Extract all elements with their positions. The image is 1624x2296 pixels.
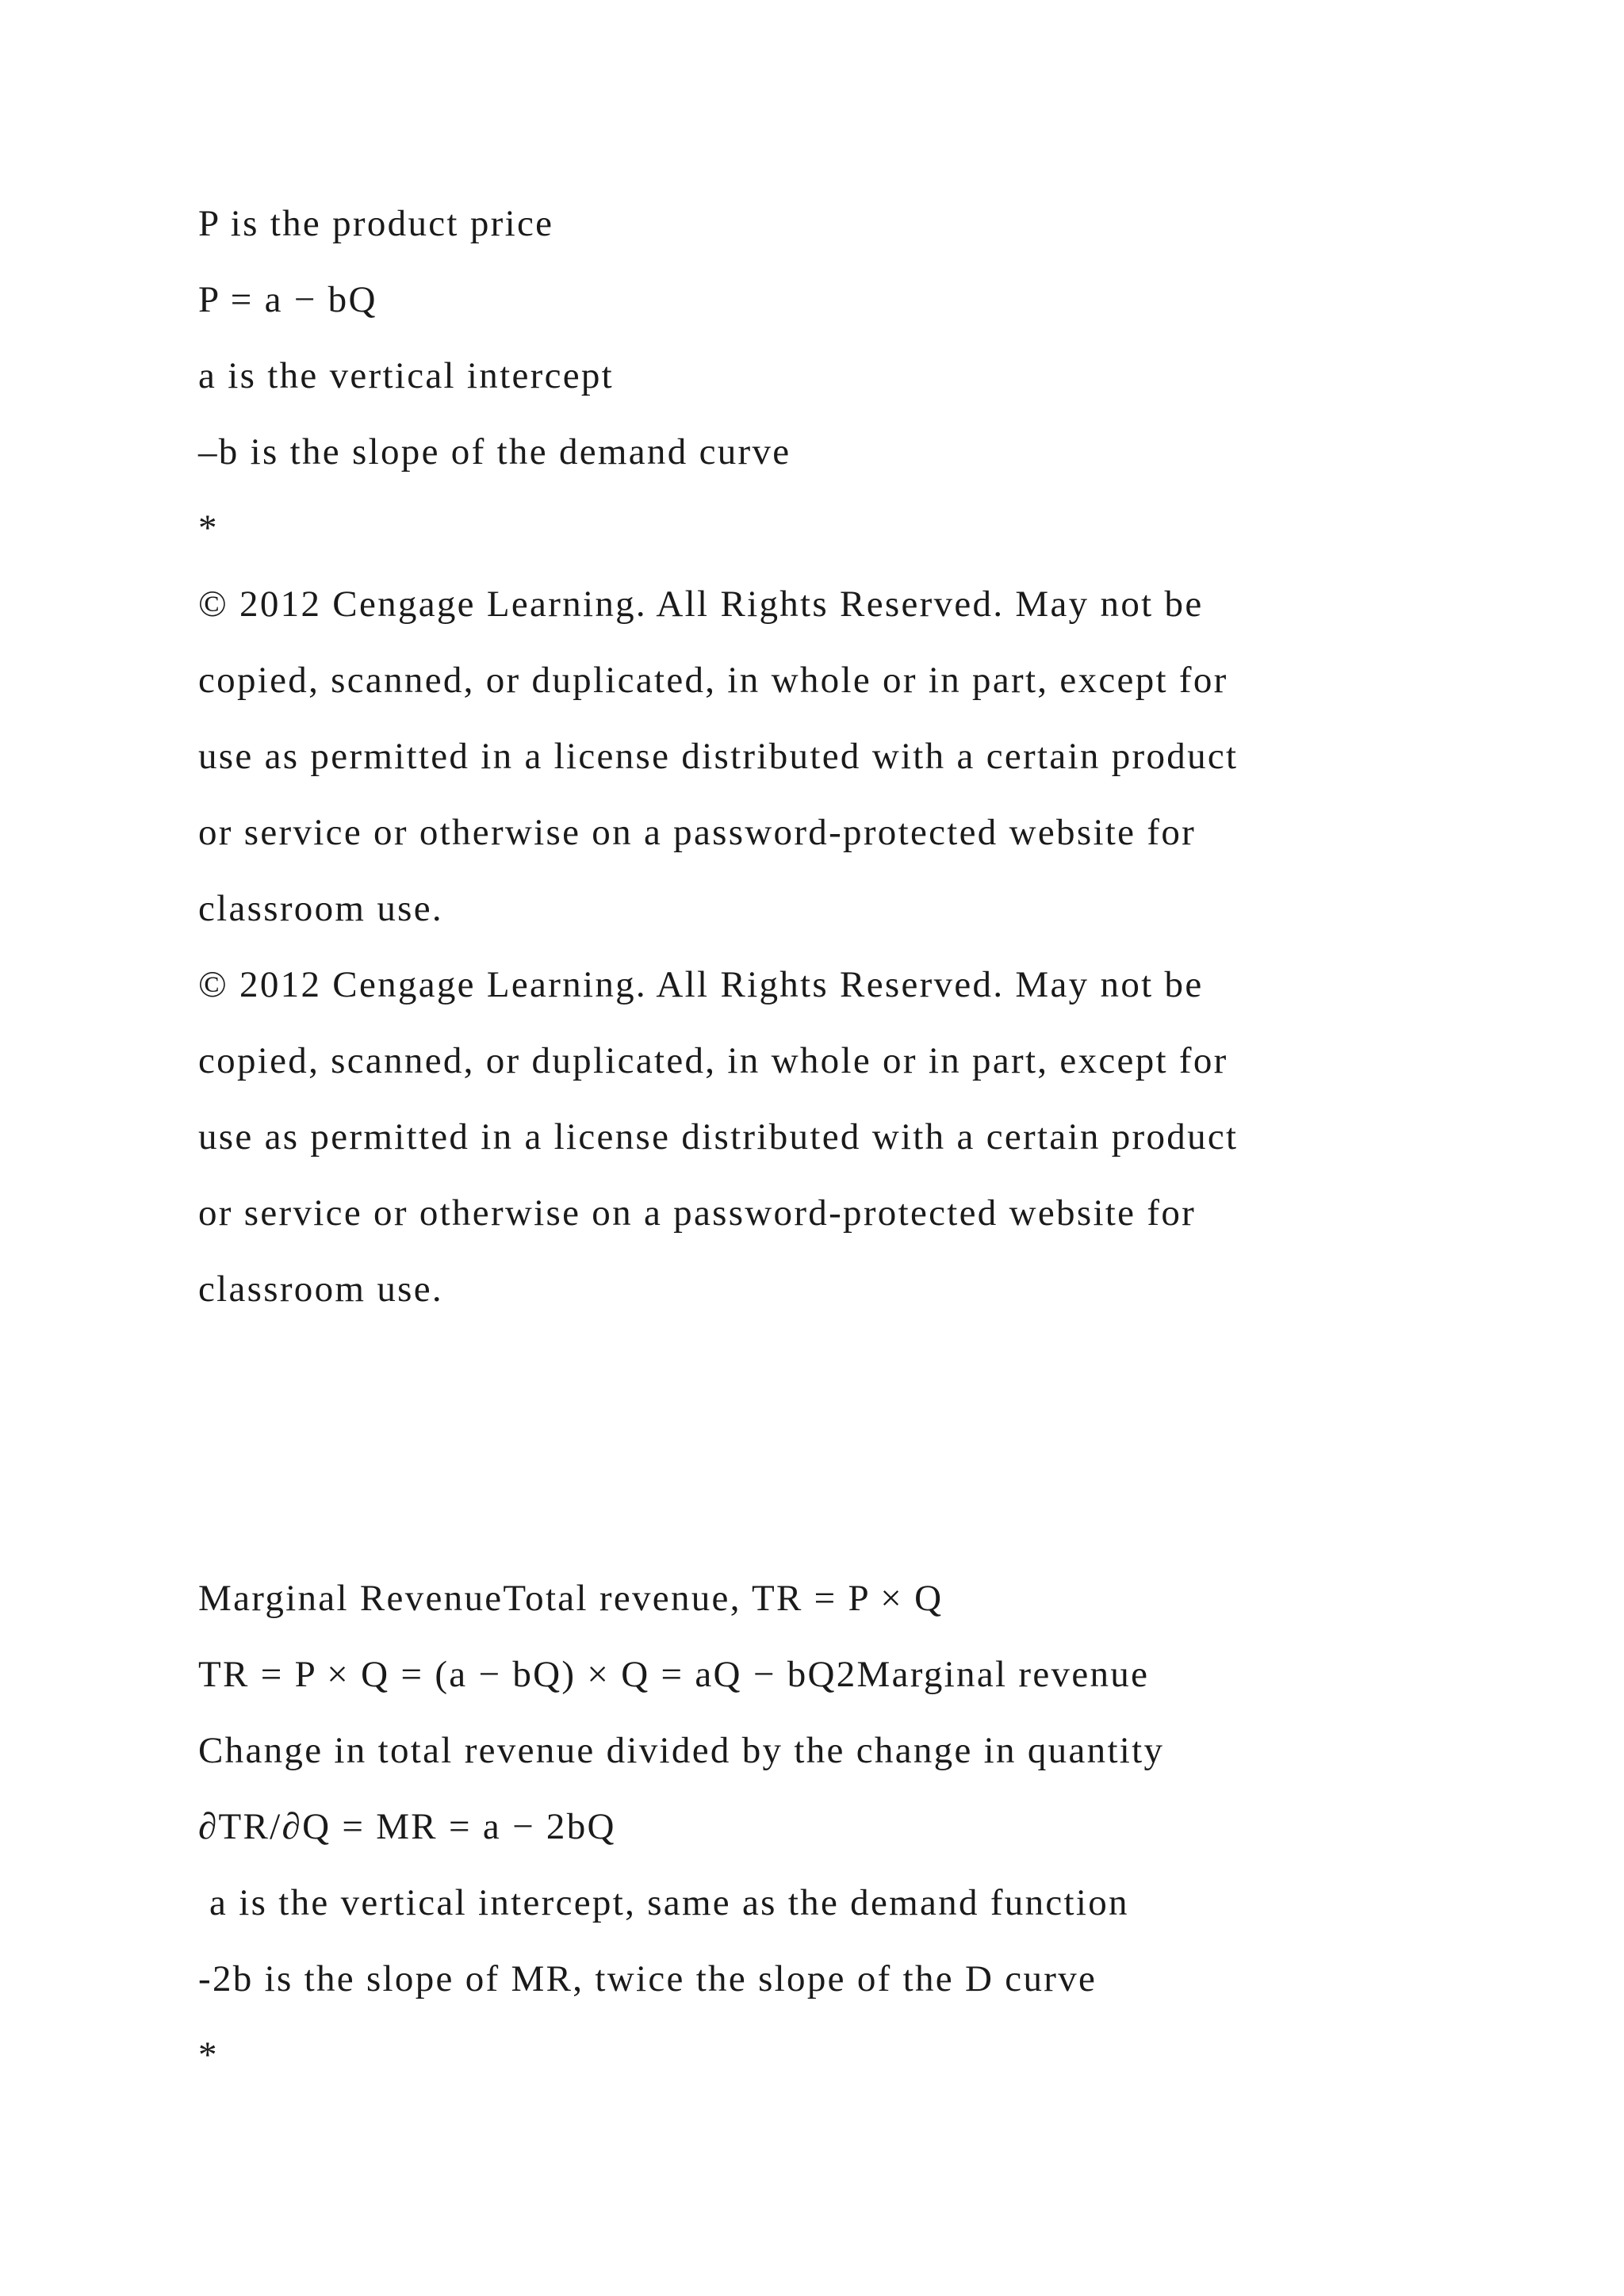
text-line: ∂TR/∂Q = MR = a − 2bQ	[198, 1806, 616, 1847]
copyright-line: © 2012 Cengage Learning. All Rights Reserved. May not be	[198, 964, 1204, 1005]
demand-function-section	[198, 197, 1546, 1338]
copyright-line: use as permitted in a license distributed with a certain product	[198, 1116, 1239, 1158]
copyright-line: or service or otherwise on a password-protected website for	[198, 1192, 1197, 1234]
copyright-line: use as permitted in a license distributed with a certain product	[198, 736, 1239, 777]
text-line: P is the product price	[198, 203, 554, 244]
copyright-line: or service or otherwise on a password-protected website for	[198, 812, 1197, 853]
copyright-line: classroom use.	[198, 888, 443, 929]
marginal-revenue-section	[198, 1571, 1546, 2104]
text-line: P = a − bQ	[198, 279, 377, 320]
text-line: a is the vertical intercept	[198, 355, 615, 396]
text-line: –b is the slope of the demand curve	[198, 431, 791, 473]
text-line: Marginal RevenueTotal revenue, TR = P × Q	[198, 1578, 944, 1619]
copyright-line: copied, scanned, or duplicated, in whole or in part, except for	[198, 660, 1228, 701]
copyright-line: © 2012 Cengage Learning. All Rights Reserved. May not be	[198, 584, 1204, 625]
text-line: Change in total revenue divided by the change in quantity	[198, 1730, 1165, 1771]
text-line: *	[198, 2034, 219, 2076]
text-line: a is the vertical intercept, same as the demand function	[198, 1882, 1129, 1923]
copyright-line: classroom use.	[198, 1269, 443, 1310]
copyright-line: copied, scanned, or duplicated, in whole or in part, except for	[198, 1040, 1228, 1081]
text-line: -2b is the slope of MR, twice the slope of the D curve	[198, 1958, 1097, 1999]
text-line: TR = P × Q = (a − bQ) × Q = aQ − bQ2Marginal revenue	[198, 1654, 1150, 1695]
text-line: *	[198, 507, 219, 549]
